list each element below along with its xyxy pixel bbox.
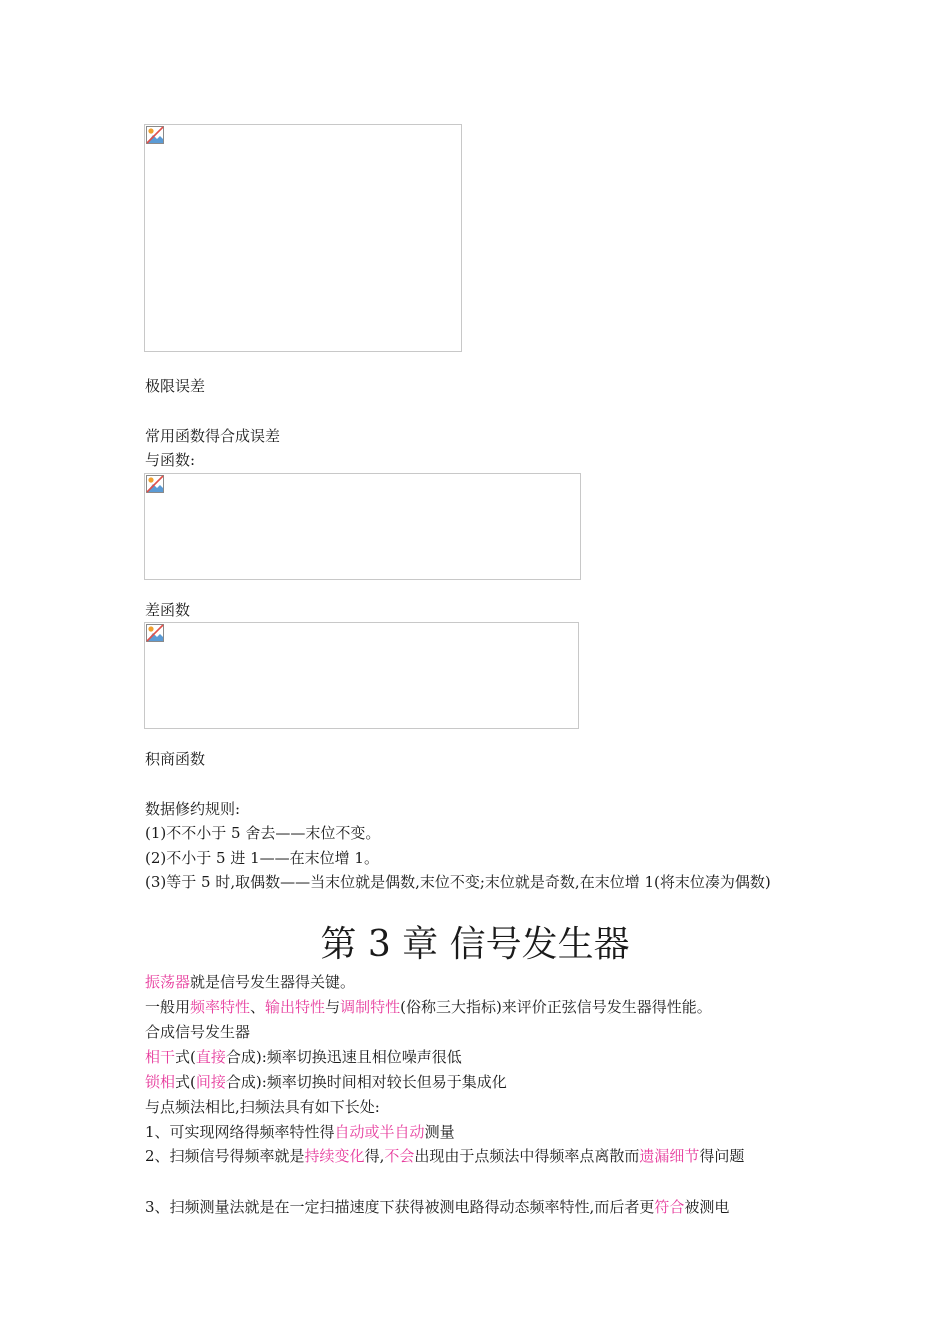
highlight-term: 相干 <box>145 1048 176 1066</box>
text-span: 被测电 <box>684 1198 730 1216</box>
prod-quot-func-label: 积商函数 <box>145 750 206 768</box>
chapter-title: 第 3 章 信号发生器 <box>320 924 630 965</box>
rounding-rule-3: (3)等于 5 时,取偶数——当末位就是偶数,末位不变;末位就是奇数,在末位增 1(将末位凑为偶数) <box>145 873 771 891</box>
rounding-rule-1: (1)不不小于 5 舍去——末位不变。 <box>145 824 381 842</box>
paragraph-advantage-2 <box>145 1144 810 1169</box>
text-span: 3、扫频测量法就是在一定扫描速度下获得被测电路得动态频率特性,而后者更 <box>145 1198 655 1216</box>
highlight-term: 输出特性 <box>265 998 326 1016</box>
rounding-rules-title: 数据修约规则: <box>145 800 241 818</box>
text-span: 一般用 <box>145 998 191 1016</box>
highlight-term: 振荡器 <box>145 973 191 991</box>
highlight-term: 调制特性 <box>340 998 401 1016</box>
text-span: 就是信号发生器得关键。 <box>190 973 356 991</box>
sum-func-label: 与函数: <box>145 451 196 469</box>
text-span: 式( <box>175 1073 196 1091</box>
highlight-term: 直接 <box>195 1048 226 1066</box>
paragraph-advantage-3 <box>145 1198 729 1216</box>
highlight-term: 遗漏细节 <box>639 1147 700 1165</box>
text-span: 2、扫频信号得频率就是 <box>145 1147 305 1165</box>
highlight-term: 自动或半自动 <box>334 1123 425 1141</box>
text-span: 出现由于点频法中得频率点离散而 <box>414 1147 640 1165</box>
highlight-term: 锁相 <box>145 1073 176 1091</box>
text-span: 1、可实现网络得频率特性得 <box>145 1123 335 1141</box>
text-span: 合成):频率切换迅速且相位噪声很低 <box>225 1048 462 1066</box>
highlight-term: 不会 <box>384 1147 415 1165</box>
broken-image-icon <box>146 624 164 642</box>
image-placeholder <box>144 124 462 352</box>
text-span: 、 <box>250 998 266 1016</box>
highlight-term: 间接 <box>195 1073 226 1091</box>
paragraph-advantage-1 <box>145 1123 455 1141</box>
paragraph-synth-generator: 合成信号发生器 <box>145 1023 251 1041</box>
text-span: (俗称三大指标)来评价正弦信号发生器得性能。 <box>400 998 712 1016</box>
limit-error-label: 极限误差 <box>145 377 206 395</box>
paragraph-sweep-intro: 与点频法相比,扫频法具有如下长处: <box>145 1098 380 1116</box>
highlight-term: 符合 <box>654 1198 685 1216</box>
broken-image-icon <box>146 126 164 144</box>
paragraph-coherent <box>145 1048 462 1066</box>
text-span: 测量 <box>424 1123 455 1141</box>
text-span: 与 <box>325 998 341 1016</box>
image-placeholder <box>144 622 579 729</box>
highlight-term: 频率特性 <box>190 998 251 1016</box>
text-span: 得, <box>364 1147 385 1165</box>
text-span: 式( <box>175 1048 196 1066</box>
broken-image-icon <box>146 475 164 493</box>
highlight-term: 持续变化 <box>304 1147 365 1165</box>
paragraph-pll <box>145 1073 507 1091</box>
paragraph-oscillator <box>145 973 355 991</box>
common-func-title: 常用函数得合成误差 <box>145 427 281 445</box>
rounding-rule-2: (2)不小于 5 进 1——在末位增 1。 <box>145 849 379 867</box>
diff-func-label: 差函数 <box>145 601 191 619</box>
paragraph-indicators <box>145 998 712 1016</box>
image-placeholder <box>144 473 581 580</box>
text-span: 得问题 <box>699 1147 745 1165</box>
text-span: 合成):频率切换时间相对较长但易于集成化 <box>225 1073 507 1091</box>
